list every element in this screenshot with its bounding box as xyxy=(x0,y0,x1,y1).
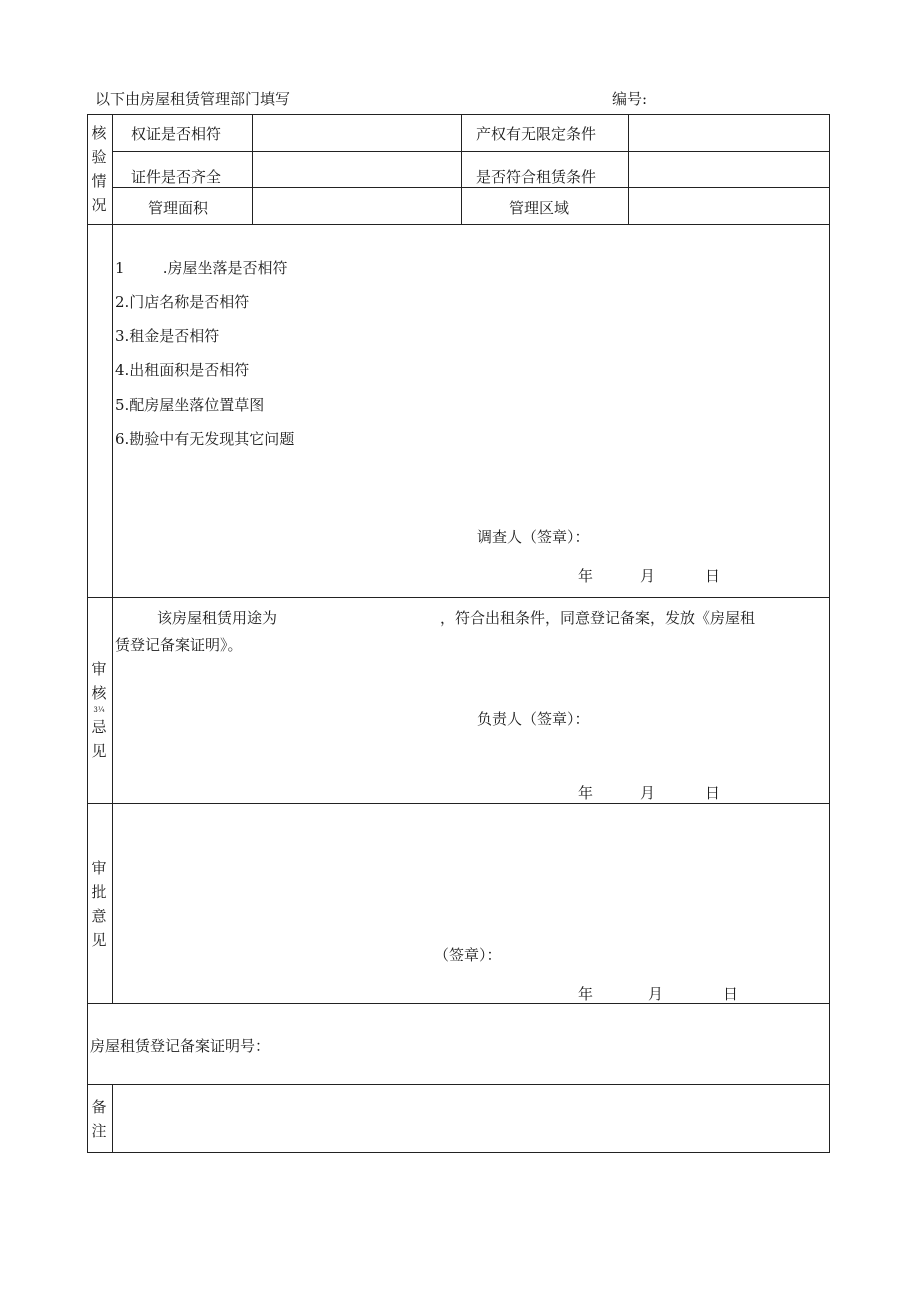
date-month-label: 月 xyxy=(640,784,656,802)
approval-side-label xyxy=(88,856,110,952)
review-approval-text-cont: 赁登记备案证明》。 xyxy=(115,636,243,654)
remarks-side-label xyxy=(88,1095,110,1143)
column-divider xyxy=(252,114,253,224)
form-section-title: 以下由房屋租赁管理部门填写 xyxy=(95,90,291,108)
managed-region-label: 管理区域 xyxy=(509,199,570,217)
serial-number-label: 编号: xyxy=(612,90,648,108)
verify-side-char: 验 xyxy=(91,148,107,166)
date-day-label: 日 xyxy=(723,985,739,1003)
section-divider xyxy=(87,597,830,598)
date-month-label: 月 xyxy=(640,567,656,585)
property-restriction-label: 产权有无限定条件 xyxy=(476,125,597,143)
column-divider xyxy=(461,114,462,224)
checklist-item: 2.门店名称是否相符 xyxy=(115,293,250,311)
date-year-label: 年 xyxy=(578,784,594,802)
approval-side-char: 审 xyxy=(91,859,107,877)
row-divider xyxy=(112,187,830,188)
section-divider xyxy=(87,1003,830,1004)
review-approval-text: ，符合出租条件，同意登记备案，发放《房屋租 xyxy=(440,609,756,627)
date-day-label: 日 xyxy=(705,784,721,802)
approval-side-char: 批 xyxy=(91,883,107,901)
review-side-char: 见 xyxy=(91,742,107,760)
section-divider xyxy=(87,1084,830,1085)
checklist-item: 4.出租面积是否相符 xyxy=(115,361,250,379)
review-side-char: 3¼ xyxy=(93,706,105,714)
documents-complete-label: 证件是否齐全 xyxy=(131,168,222,186)
verify-side-char: 情 xyxy=(91,172,107,190)
table-border-right xyxy=(829,114,830,1153)
checklist-item: 5.配房屋坐落位置草图 xyxy=(115,396,265,414)
review-side-char: 忌 xyxy=(91,718,107,736)
remarks-side-char: 备 xyxy=(91,1098,107,1116)
checklist-item: 6.勘验中有无发现其它问题 xyxy=(115,430,295,448)
verify-side-char: 核 xyxy=(91,124,107,142)
approver-signature-label: （签章）： xyxy=(434,946,502,964)
review-usage-text: 该房屋租赁用途为 xyxy=(157,609,278,627)
row-divider xyxy=(112,151,830,152)
certificate-match-label: 权证是否相符 xyxy=(131,125,222,143)
verify-side-char: 况 xyxy=(91,196,107,214)
date-day-label: 日 xyxy=(705,567,721,585)
column-divider xyxy=(628,114,629,224)
checklist-item: 1 .房屋坐落是否相符 xyxy=(115,259,288,277)
certificate-number-label: 房屋租赁登记备案证明号： xyxy=(90,1037,271,1055)
table-border-bottom xyxy=(87,1152,830,1153)
verify-side-label xyxy=(88,121,110,217)
date-year-label: 年 xyxy=(578,985,594,1003)
date-month-label: 月 xyxy=(648,985,664,1003)
remarks-side-char: 注 xyxy=(91,1122,107,1140)
table-border-left xyxy=(87,114,88,1153)
reviewer-signature-label: 负责人（签章）： xyxy=(477,710,590,728)
checklist-item: 3.租金是否相符 xyxy=(115,327,220,345)
date-year-label: 年 xyxy=(578,567,594,585)
table-border-top xyxy=(87,114,830,115)
section-divider xyxy=(87,224,830,225)
approval-side-char: 见 xyxy=(91,931,107,949)
review-side-char: 审 xyxy=(91,660,107,678)
approval-side-char: 意 xyxy=(91,907,107,925)
label-column-divider-remarks xyxy=(112,1085,113,1152)
review-side-char: 核 xyxy=(91,684,107,702)
review-side-label xyxy=(88,657,110,763)
investigator-signature-label: 调查人（签章）： xyxy=(477,528,590,546)
section-divider xyxy=(87,803,830,804)
rental-conditions-label: 是否符合租赁条件 xyxy=(476,168,597,186)
label-column-divider xyxy=(112,114,113,1004)
managed-area-label: 管理面积 xyxy=(148,199,209,217)
